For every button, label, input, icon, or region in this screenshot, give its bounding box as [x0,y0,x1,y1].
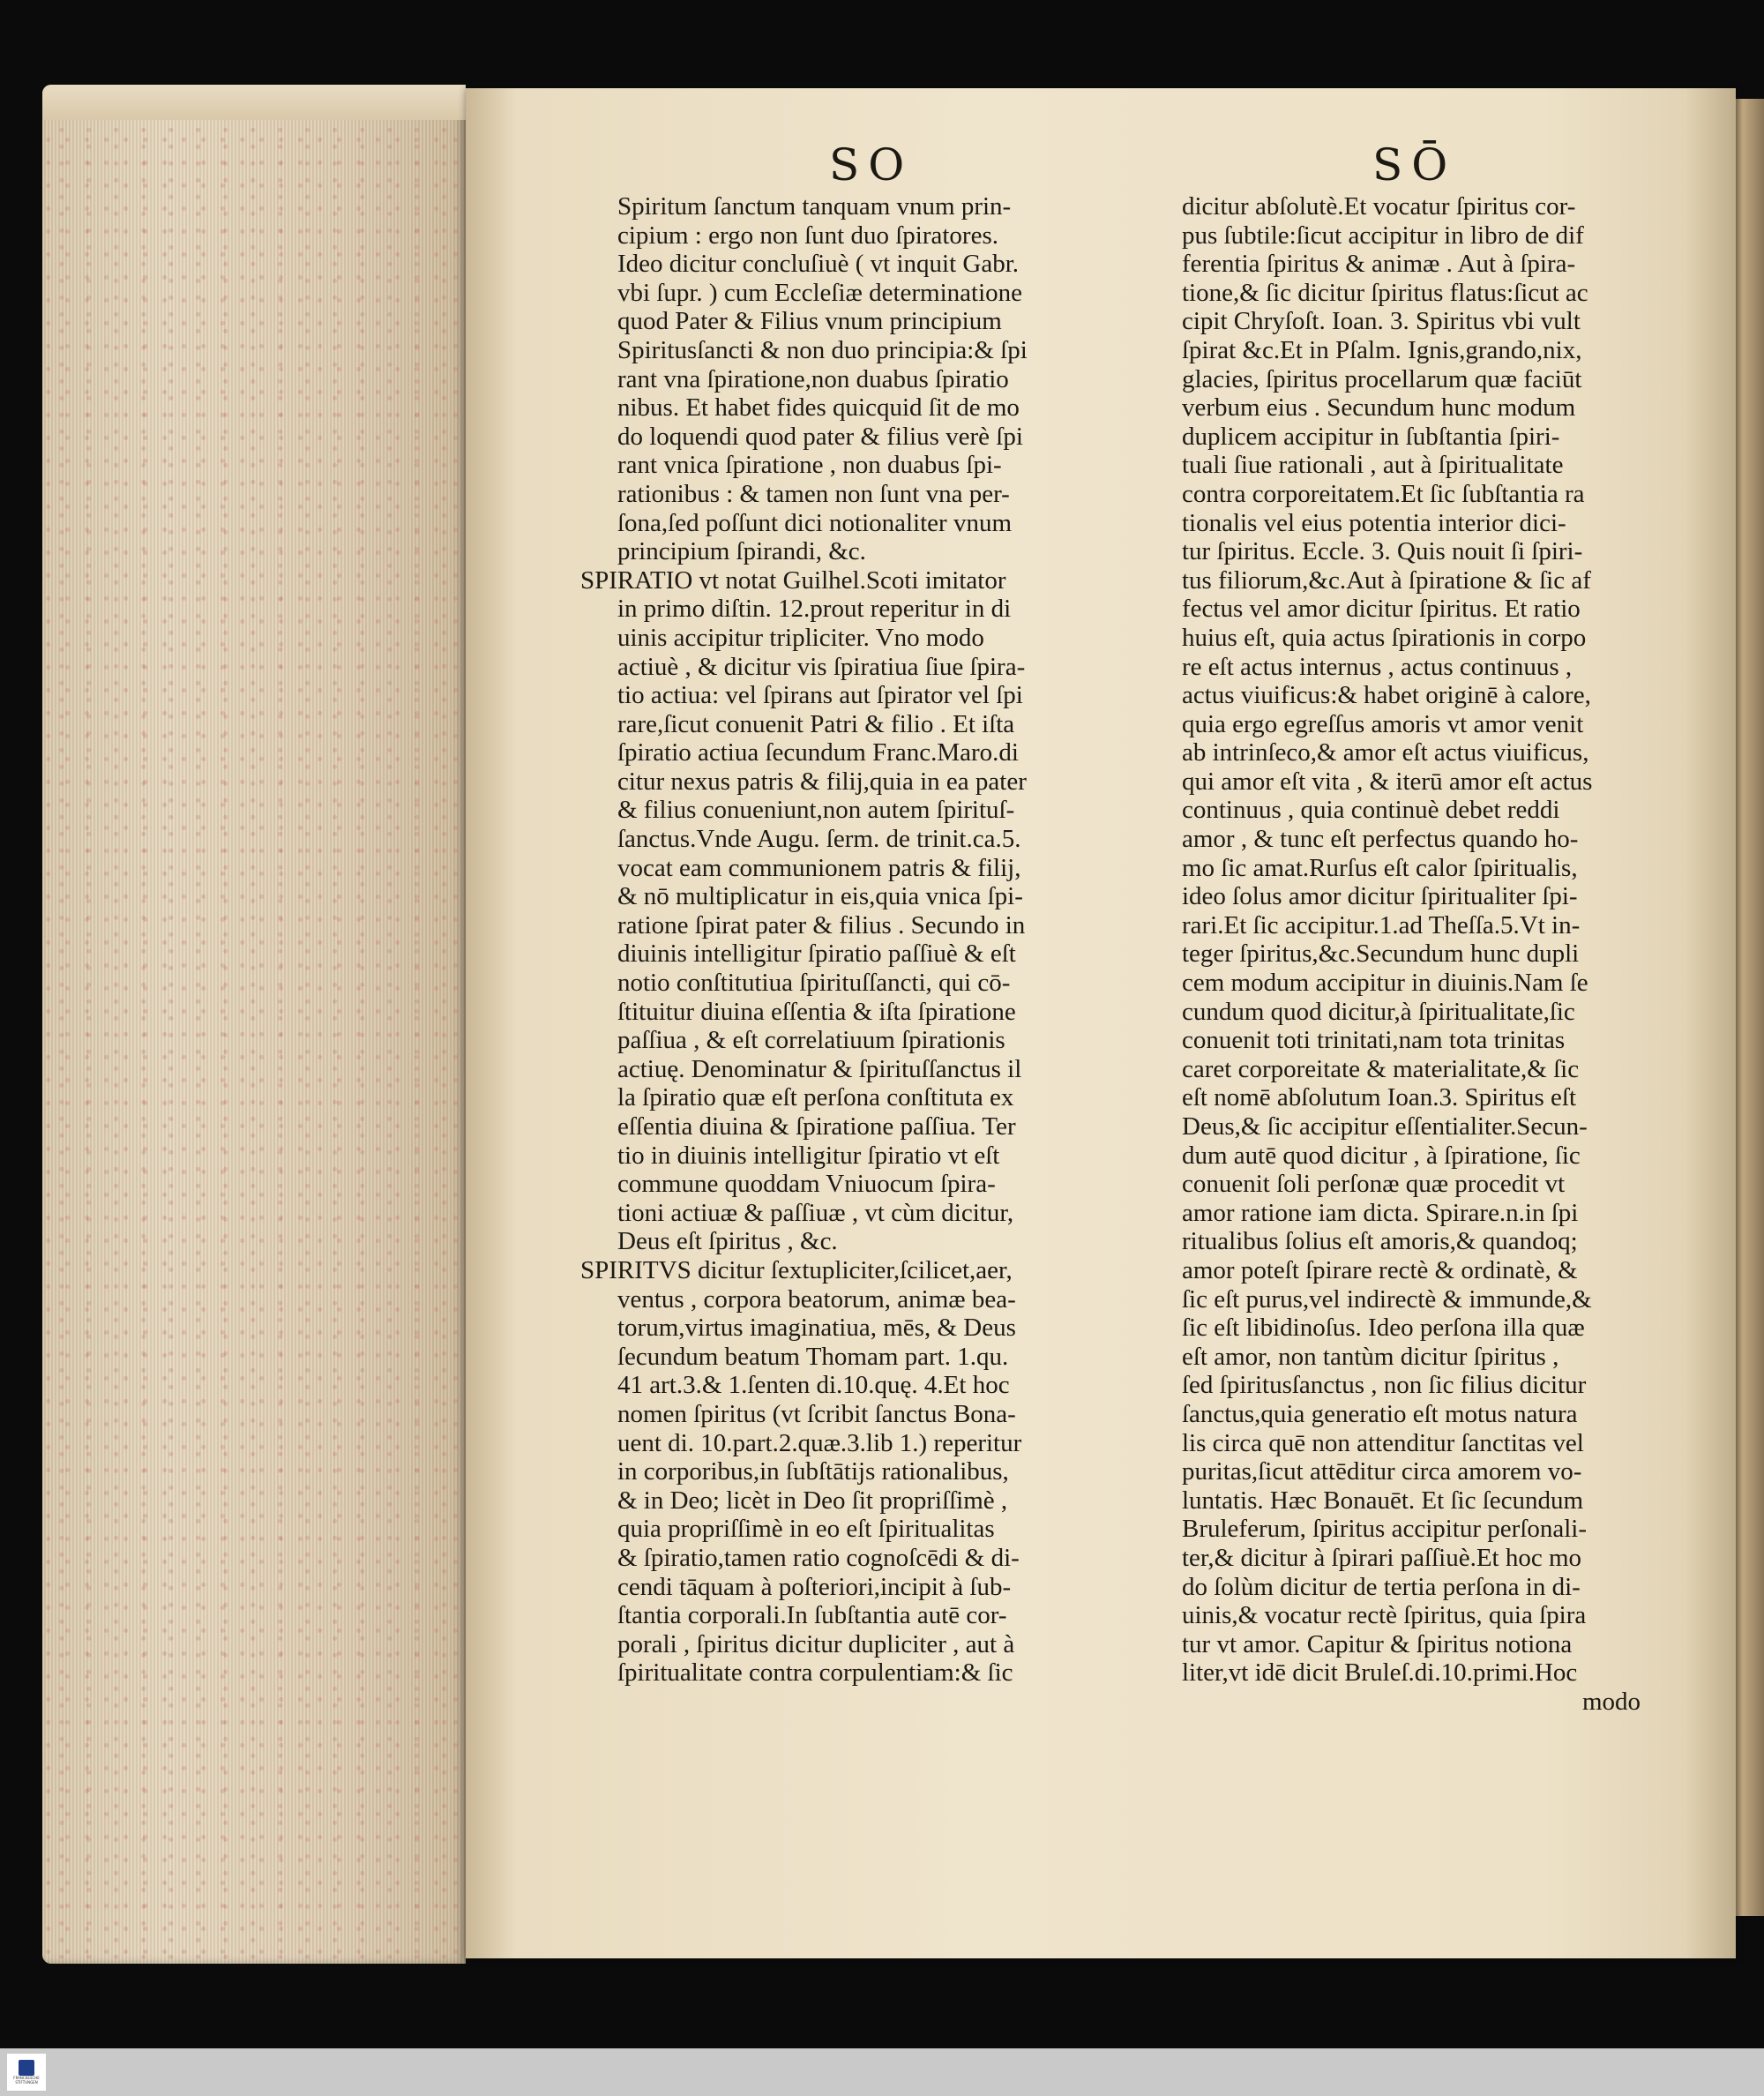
text-line: conuenit ſoli perſonæ quæ procedit vt [1182,1170,1566,1199]
text-line: lis circa quē non attenditur ſanctitas vel [1182,1428,1584,1457]
text-line: in primo diſtin. 12.prout reperitur in di [617,595,1012,624]
text-line: citur nexus patris & filij,quia in ea pater [617,767,1027,796]
text-line: ter,& dicitur à ſpirari paſſiuè.Et hoc mo [1182,1543,1582,1572]
text-line: Spiritum ſanctum tanquam vnum prin- [617,192,1012,221]
text-line: rare,ſicut conuenit Patri & filio . Et iſta [617,709,1015,738]
text-line: contra corporeitatem.Et ſic ſubſtantia ra [1182,479,1585,508]
text-line: vocat eam communionem patris & filij, [617,853,1021,882]
text-line: vbi ſupr. ) cum Eccleſiæ determinatione [617,278,1023,307]
text-column-right [1182,192,1658,1716]
text-line: dum autē quod dicitur , à ſpiratione, ſic [1182,1141,1581,1170]
viewer-footer-bar [0,2048,1764,2096]
text-line: SPIRITVS dicitur ſextupliciter,ſcilicet,aer, [580,1255,1013,1284]
text-line: do ſolùm dicitur de tertia perſona in di- [1182,1572,1581,1601]
text-line: amor , & tunc eſt perfectus quando ho- [1182,825,1579,854]
text-line: ſanctus,quia generatio eſt motus natura [1182,1399,1578,1428]
text-line: rant vnica ſpiratione , non duabus ſpi- [617,451,1002,480]
text-line: mo ſic amat.Rurſus eſt calor ſpiritualis, [1182,853,1578,882]
text-line: notio conſtitutiua ſpirituſſancti, qui cō- [617,969,1011,998]
text-line: pus ſubtile:ſicut accipitur in libro de dif [1182,221,1584,250]
institution-logo[interactable] [7,2054,46,2091]
text-line: fectus vel amor dicitur ſpiritus. Et ratio [1182,595,1581,624]
text-line: continuus , quia continuè debet reddi [1182,796,1560,825]
text-line: qui amor eſt vita , & iterū amor eſt actus [1182,767,1593,796]
text-line: principium ſpirandi, &c. [617,537,866,566]
text-line: torum,virtus imaginatiua, mēs, & Deus [617,1314,1016,1343]
text-line: ritualibus ſolius eſt amoris,& quandoq; [1182,1227,1578,1256]
running-header-right: SŌ [1372,139,1457,191]
text-line: cundum quod dicitur,à ſpiritualitate,ſic [1182,997,1575,1026]
text-line: tio in diuinis intelligitur ſpiratio vt eſt [617,1141,1000,1170]
text-line: amor ratione iam dicta. Spirare.n.in ſpi [1182,1198,1579,1227]
text-line: & in Deo; licèt in Deo ſit propriſſimè , [617,1486,1008,1515]
text-line: paſſiua , & eſt correlatiuum ſpirationis [617,1026,1005,1055]
text-line: quia ergo egreſſus amoris vt amor venit [1182,709,1584,738]
text-line: diuinis intelligitur ſpiratio paſſiuè & eſt [617,939,1016,969]
text-column-left [580,192,1155,1688]
text-line: verbum eius . Secundum hunc modum [1182,393,1576,423]
text-line: ſic eſt libidinoſus. Ideo perſona illa quæ [1182,1314,1585,1343]
text-line: tioni actiuæ & paſſiuæ , vt cùm dicitur, [617,1198,1014,1227]
text-line: huius eſt, quia actus ſpirationis in corpo [1182,623,1587,652]
text-line: liter,vt idē dicit Bruleſ.di.10.primi.Hoc [1182,1658,1578,1688]
text-line: Ideo dicitur concluſiuè ( vt inquit Gabr. [617,250,1020,279]
text-line: nomen ſpiritus (vt ſcribit ſanctus Bona- [617,1399,1016,1428]
text-line: conuenit toti trinitati,nam tota trinitas [1182,1026,1566,1055]
text-line: rari.Et ſic accipitur.1.ad Theſſa.5.Vt in- [1182,910,1581,939]
text-line: eſt amor, non tantùm dicitur ſpiritus , [1182,1342,1559,1371]
text-line: & filius conueniunt,non autem ſpirituſ- [617,796,1015,825]
text-line: uinis accipitur tripliciter. Vno modo [617,623,984,652]
text-line: tionalis vel eius potentia interior dici- [1182,508,1566,537]
text-line: dicitur abſolutè.Et vocatur ſpiritus cor- [1182,192,1576,221]
text-line: & nō multiplicatur in eis,quia vnica ſpi- [617,882,1023,911]
text-line: 41 art.3.& 1.ſenten di.10.quę. 4.Et hoc [617,1371,1010,1400]
text-line: uinis,& vocatur rectè ſpiritus, quia ſpira [1182,1601,1587,1630]
text-line: actiuę. Denominatur & ſpirituſſanctus il [617,1054,1022,1083]
text-line: ſpiritualitate contra corpulentiam:& ſic [617,1658,1013,1688]
text-line: SPIRATIO vt notat Guilhel.Scoti imitator [580,565,1006,595]
text-line: caret corporeitate & materialitate,& ſic [1182,1054,1580,1083]
text-line: rationibus : & tamen non ſunt vna per- [617,479,1010,508]
logo-text: FRANCKESCHE STIFTUNGEN [13,2076,40,2085]
running-header-left: SO [829,139,914,191]
text-line: ſanctus.Vnde Augu. ſerm. de trinit.ca.5. [617,825,1021,854]
text-line: tuali ſiue rationali , aut à ſpiritualitate [1182,451,1564,480]
text-line: cipium : ergo non ſunt duo ſpiratores. [617,221,998,250]
text-line: modo [1581,1687,1641,1716]
text-line: cendi tāquam à poſteriori,incipit à ſub- [617,1572,1012,1601]
text-line: ventus , corpora beatorum, animæ bea- [617,1284,1016,1314]
text-line: & ſpiratio,tamen ratio cognoſcēdi & di- [617,1543,1020,1572]
text-line: cem modum accipitur in diuinis.Nam ſe [1182,969,1588,998]
text-line: teger ſpiritus,&c.Secundum hunc dupli [1182,939,1580,969]
text-line: Spiritusſancti & non duo principia:& ſpi [617,335,1028,364]
text-line: eſt nomē abſolutum Ioan.3. Spiritus eſt [1182,1083,1577,1112]
text-line: ratione ſpirat pater & filius . Secundo in [617,910,1026,939]
text-line: actiuè , & dicitur vis ſpiratiua ſiue ſpira- [617,652,1026,681]
text-line: ſona,ſed poſſunt dici notionaliter vnum [617,508,1013,537]
text-line: la ſpiratio quæ eſt perſona conſtituta ex [617,1083,1014,1112]
logo-mark-icon [19,2060,34,2076]
text-line: nibus. Et habet fides quicquid ſit de mo [617,393,1020,423]
text-line: amor poteſt ſpirare rectè & ordinatè, & [1182,1255,1578,1284]
text-line: Deus,& ſic accipitur eſſentialiter.Secun- [1182,1112,1588,1141]
book-top-edge [42,85,466,120]
text-line: do loquendi quod pater & filius verè ſpi [617,422,1023,451]
text-line: duplicem accipitur in ſubſtantia ſpiri- [1182,422,1560,451]
text-line: actus viuificus:& habet originē à calore, [1182,681,1591,710]
text-line: ferentia ſpiritus & animæ . Aut à ſpira- [1182,250,1576,279]
text-line: ſed ſpiritusſanctus , non ſic filius dicitur [1182,1371,1587,1400]
text-line: puritas,ſicut attēditur circa amorem vo- [1182,1457,1582,1486]
text-line: commune quoddam Vniuocum ſpira- [617,1170,996,1199]
text-line: eſſentia diuina & ſpiratione paſſiua. Ter [617,1112,1016,1141]
text-line: Bruleferum, ſpiritus accipitur perſonali- [1182,1515,1588,1544]
text-line: ſtituitur diuina eſſentia & iſta ſpiratione [617,997,1016,1026]
text-line: ſpiratio actiua ſecundum Franc.Maro.di [617,738,1019,767]
text-line: ideo ſolus amor dicitur ſpiritualiter ſpi- [1182,882,1578,911]
text-line: luntatis. Hæc Bonauēt. Et ſic ſecundum [1182,1486,1584,1515]
text-line: tus filiorum,&c.Aut à ſpiratione & ſic af [1182,565,1591,595]
text-line: ſecundum beatum Thomam part. 1.qu. [617,1342,1009,1371]
text-line: ab intrinſeco,& amor eſt actus viuificus, [1182,738,1589,767]
book-page-edges [42,85,466,1964]
text-line: glacies, ſpiritus procellarum quæ faciūt [1182,364,1582,393]
text-line: ſpirat &c.Et in Pſalm. Ignis,grando,nix, [1182,335,1582,364]
text-line: ſtantia corporali.In ſubſtantia autē cor- [617,1601,1007,1630]
text-line: rant vna ſpiratione,non duabus ſpiratio [617,364,1009,393]
text-line: tur vt amor. Capitur & ſpiritus notiona [1182,1629,1573,1658]
text-line: porali , ſpiritus dicitur dupliciter , aut à [617,1629,1015,1658]
text-line: uent di. 10.part.2.quæ.3.lib 1.) reperitur [617,1428,1022,1457]
text-line: cipit Chryſoſt. Ioan. 3. Spiritus vbi vult [1182,307,1581,336]
text-line: ſic eſt purus,vel indirectè & immunde,& [1182,1284,1592,1314]
text-line: tio actiua: vel ſpirans aut ſpirator vel ſpi [617,681,1023,710]
text-line: tione,& ſic dicitur ſpiritus flatus:ſicut ac [1182,278,1588,307]
text-line: Deus eſt ſpiritus , &c. [617,1227,838,1256]
text-line: quod Pater & Filius vnum principium [617,307,1002,336]
text-line: re eſt actus internus , actus continuus , [1182,652,1573,681]
text-line: in corporibus,in ſubſtātijs rationalibus, [617,1457,1009,1486]
text-line: tur ſpiritus. Eccle. 3. Quis nouit ſi ſpiri- [1182,537,1583,566]
text-line: quia propriſſimè in eo eſt ſpiritualitas [617,1515,995,1544]
